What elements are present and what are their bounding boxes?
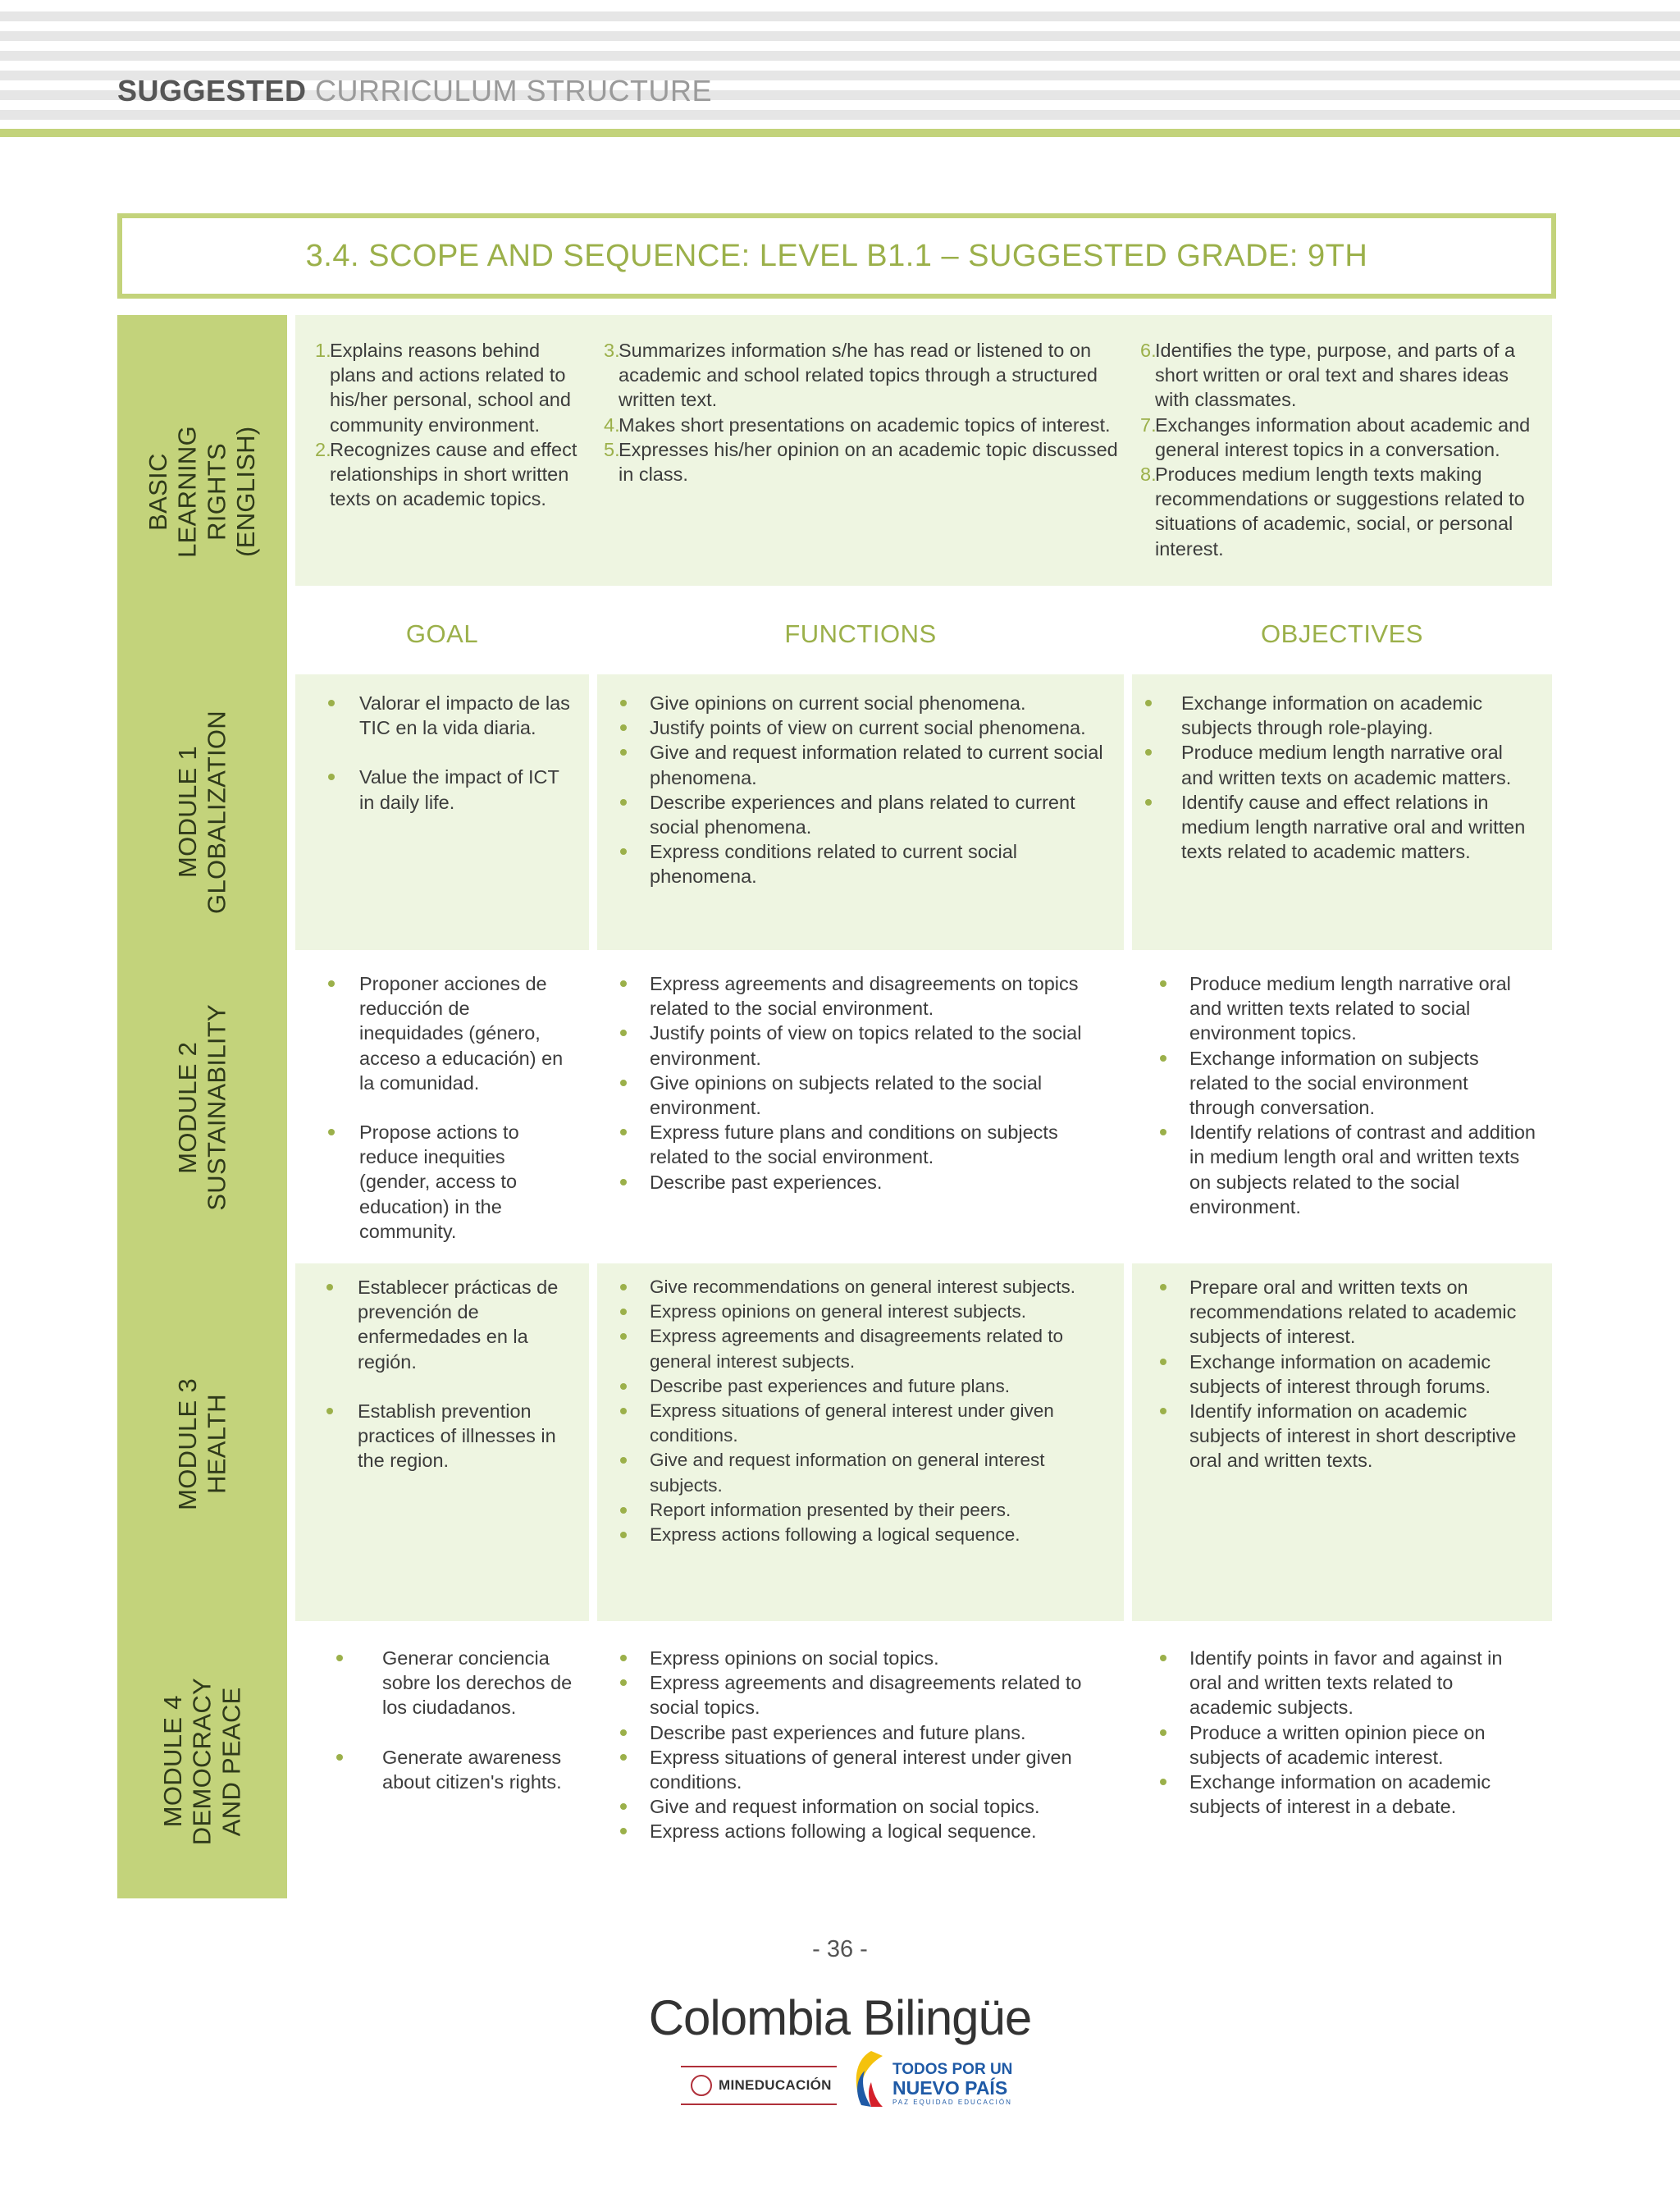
function-item: Express opinions on social topics. bbox=[617, 1646, 1099, 1670]
function-item: Express agreements and disagreements related to social topics. bbox=[617, 1670, 1099, 1720]
header-stripes bbox=[0, 0, 1680, 139]
right-item bbox=[1140, 462, 1544, 561]
page-title: 3.4. SCOPE AND SEQUENCE: LEVEL B1.1 – SUGGESTED GRADE: 9TH bbox=[305, 238, 1368, 273]
right-item bbox=[315, 338, 579, 437]
right-text: Identifies the type, purpose, and parts of a short written or oral text and shares ideas with classmates. bbox=[1155, 340, 1515, 411]
stripe-green bbox=[0, 129, 1680, 137]
right-number: 7. bbox=[1140, 413, 1157, 436]
module3-functions bbox=[597, 1263, 1124, 1621]
campaign-line-2: NUEVO PAÍS bbox=[892, 2077, 1008, 2099]
function-item: Give and request information on general interest subjects. bbox=[617, 1448, 1107, 1497]
module4-objectives bbox=[1132, 1624, 1552, 1898]
campaign-line-1: TODOS POR UN bbox=[892, 2061, 1013, 2078]
module3-objectives bbox=[1132, 1263, 1552, 1621]
objective-item: Identify relations of contrast and addition in medium length oral and written texts on subjects related to the social environment. bbox=[1157, 1120, 1536, 1219]
goal-item: Valorar el impacto de las TIC en la vida diaria. bbox=[325, 691, 574, 740]
right-text: Explains reasons behind plans and actions related to his/her personal, school and community environment. bbox=[330, 340, 571, 436]
page-number: - 36 - bbox=[812, 1936, 868, 1962]
brand-logo-text: Colombia Bilingüe bbox=[648, 1990, 1032, 2045]
side-label-basic-text: BASIC LEARNING RIGHTS (ENGLISH) bbox=[144, 425, 261, 558]
section-label bbox=[117, 74, 712, 108]
side-label-module4 bbox=[117, 1624, 287, 1898]
module2-goal bbox=[295, 952, 589, 1263]
right-number: 8. bbox=[1140, 464, 1157, 486]
objective-item: Produce medium length narrative oral and written texts on academic matters. bbox=[1142, 740, 1536, 789]
objective-item: Identify points in favor and against in oral and written texts related to academic subjects. bbox=[1157, 1646, 1536, 1720]
right-text: Summarizes information s/he has read or listened to on academic and school related topics through a structured written text. bbox=[619, 340, 1098, 411]
column-header-objectives: OBJECTIVES bbox=[1261, 619, 1423, 648]
function-item: Give and request information related to current social phenomena. bbox=[617, 740, 1107, 789]
function-item: Justify points of view on current social phenomena. bbox=[617, 715, 1107, 740]
module4-functions bbox=[597, 1624, 1124, 1898]
right-item bbox=[604, 437, 1122, 486]
rights-col-2 bbox=[604, 338, 1122, 486]
function-item: Express actions following a logical sequence. bbox=[617, 1523, 1107, 1547]
side-label-basic bbox=[117, 315, 287, 668]
column-header-functions: FUNCTIONS bbox=[784, 619, 937, 648]
module3-goal bbox=[295, 1263, 589, 1621]
function-item: Describe past experiences and future plans. bbox=[617, 1720, 1099, 1745]
function-item: Describe past experiences. bbox=[617, 1170, 1099, 1194]
right-number: 2. bbox=[315, 438, 331, 460]
right-item bbox=[604, 338, 1122, 413]
section-label-light: CURRICULUM STRUCTURE bbox=[306, 74, 713, 107]
objective-item: Exchange information on subjects related to the social environment through conversation. bbox=[1157, 1046, 1536, 1121]
function-item: Express agreements and disagreements related to general interest subjects. bbox=[617, 1324, 1107, 1373]
module4-goal bbox=[295, 1624, 589, 1898]
stripe bbox=[0, 110, 1680, 120]
right-number: 6. bbox=[1140, 340, 1157, 361]
function-item: Express future plans and conditions on subjects related to the social environment. bbox=[617, 1120, 1099, 1169]
objective-item: Identify cause and effect relations in medium length narrative oral and written texts related to academic matters. bbox=[1142, 790, 1536, 865]
goal-item: Value the impact of ICT in daily life. bbox=[325, 765, 574, 814]
function-item: Express conditions related to current social phenomena. bbox=[617, 839, 1107, 888]
module2-functions bbox=[597, 952, 1124, 1263]
right-number: 1. bbox=[315, 340, 331, 361]
right-item bbox=[1140, 338, 1544, 413]
goal-item: Generar conciencia sobre los derechos de los ciudadanos. bbox=[333, 1646, 574, 1720]
function-item: Express situations of general interest under given conditions. bbox=[617, 1399, 1107, 1448]
function-item: Express agreements and disagreements on topics related to the social environment. bbox=[617, 971, 1099, 1021]
function-item: Express actions following a logical sequence. bbox=[617, 1819, 1099, 1843]
objective-item: Produce a written opinion piece on subjects of academic interest. bbox=[1157, 1720, 1536, 1770]
objective-item: Exchange information on academic subjects of interest in a debate. bbox=[1157, 1770, 1536, 1819]
section-label-bold: SUGGESTED bbox=[117, 74, 307, 107]
right-item bbox=[1140, 413, 1544, 462]
ministry-name: MINEDUCACIÓN bbox=[719, 2077, 832, 2093]
right-number: 3. bbox=[604, 340, 620, 361]
side-label-module1-text: MODULE 1 GLOBALIZATION bbox=[172, 710, 231, 914]
side-label-module1 bbox=[117, 673, 287, 952]
flag-swoosh-icon bbox=[847, 2046, 889, 2112]
mineducacion-logo bbox=[681, 2066, 837, 2105]
right-text: Expresses his/her opinion on an academic topic discussed in class. bbox=[619, 438, 1118, 486]
rights-col-1 bbox=[315, 338, 579, 511]
campaign-line-3: PAZ EQUIDAD EDUCACIÓN bbox=[892, 2099, 1012, 2106]
module2-objectives bbox=[1132, 952, 1552, 1263]
title-box bbox=[117, 213, 1556, 299]
stripe bbox=[0, 11, 1680, 21]
function-item: Give opinions on subjects related to the social environment. bbox=[617, 1071, 1099, 1120]
rights-col-3 bbox=[1140, 338, 1544, 561]
todos-por-un-nuevo-pais-logo bbox=[847, 2046, 1013, 2112]
side-label-module2 bbox=[117, 952, 287, 1263]
function-item: Describe past experiences and future plans. bbox=[617, 1374, 1107, 1399]
side-label-module3 bbox=[117, 1263, 287, 1624]
objective-item: Exchange information on academic subjects of interest through forums. bbox=[1157, 1350, 1536, 1399]
function-item: Give opinions on current social phenomena. bbox=[617, 691, 1107, 715]
function-item: Give recommendations on general interest subjects. bbox=[617, 1275, 1107, 1300]
right-item bbox=[604, 413, 1122, 437]
stripe bbox=[0, 51, 1680, 61]
goal-item: Proponer acciones de reducción de inequidades (género, acceso a educación) en la comunidad. bbox=[325, 971, 574, 1095]
side-label-module4-text: MODULE 4 DEMOCRACY AND PEACE bbox=[158, 1677, 246, 1846]
column-header-goal: GOAL bbox=[405, 619, 479, 648]
stripe bbox=[0, 31, 1680, 41]
right-number: 4. bbox=[604, 413, 620, 436]
function-item: Express situations of general interest under given conditions. bbox=[617, 1745, 1099, 1794]
side-label-module3-text: MODULE 3 HEALTH bbox=[172, 1377, 231, 1510]
objective-item: Produce medium length narrative oral and written texts related to social environment topics. bbox=[1157, 971, 1536, 1046]
objective-item: Prepare oral and written texts on recommendations related to academic subjects of interest. bbox=[1157, 1275, 1536, 1350]
coat-of-arms-icon bbox=[691, 2075, 712, 2096]
right-text: Produces medium length texts making recommendations or suggestions related to situations of academic, social, or personal interest. bbox=[1155, 464, 1525, 560]
objective-item: Identify information on academic subjects of interest in short descriptive oral and written texts. bbox=[1157, 1399, 1536, 1473]
right-text: Exchanges information about academic and general interest topics in a conversation. bbox=[1155, 413, 1531, 460]
goal-item: Establecer prácticas de prevención de enfermedades en la región. bbox=[323, 1275, 574, 1374]
goal-item: Establish prevention practices of illnesses in the region. bbox=[323, 1399, 574, 1473]
right-text: Makes short presentations on academic topics of interest. bbox=[619, 413, 1111, 436]
module1-goal bbox=[295, 674, 589, 950]
right-item bbox=[315, 437, 579, 512]
function-item: Give and request information on social topics. bbox=[617, 1794, 1099, 1819]
module1-functions bbox=[597, 674, 1124, 950]
right-number: 5. bbox=[604, 438, 620, 460]
goal-item: Propose actions to reduce inequities (gender, access to education) in the community. bbox=[325, 1120, 574, 1244]
function-item: Report information presented by their peers. bbox=[617, 1498, 1107, 1523]
function-item: Describe experiences and plans related to current social phenomena. bbox=[617, 790, 1107, 839]
right-text: Recognizes cause and effect relationships in short written texts on academic topics. bbox=[330, 438, 578, 510]
objective-item: Exchange information on academic subjects through role-playing. bbox=[1142, 691, 1536, 740]
function-item: Justify points of view on topics related to the social environment. bbox=[617, 1021, 1099, 1070]
function-item: Express opinions on general interest subjects. bbox=[617, 1300, 1107, 1324]
module1-objectives bbox=[1132, 674, 1552, 950]
goal-item: Generate awareness about citizen's rights. bbox=[333, 1745, 574, 1794]
side-label-module2-text: MODULE 2 SUSTAINABILITY bbox=[172, 1004, 231, 1211]
